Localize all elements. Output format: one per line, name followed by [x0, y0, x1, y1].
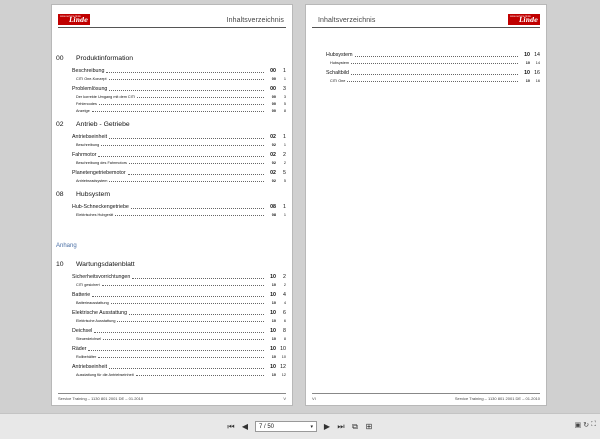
toc-chapter-number: 00 [271, 95, 276, 99]
toc-entry-label: Elektrisches Hubgerät [76, 213, 114, 217]
toc-chapter-number: 00 [271, 102, 276, 106]
footer-text: Service Training – 1130 801 2001 DE – 01.2010 [58, 396, 144, 401]
dot-leader [106, 72, 264, 73]
section-number: 10 [56, 260, 64, 268]
page-indicator: 7 / 50 [259, 423, 275, 430]
toc-entry-label: Beschreibung des Fahrmotors [76, 161, 127, 165]
toc-page-number: 6 [283, 319, 286, 323]
toc-entry[interactable] [56, 335, 286, 341]
bookmark-icon[interactable]: ⊞ [365, 422, 373, 431]
page-header-title: Inhaltsverzeichnis [318, 17, 376, 24]
toc-chapter-number: 10 [271, 337, 276, 341]
toc-chapter-number: 00 [270, 68, 276, 74]
toc-entry[interactable] [56, 75, 286, 81]
toc-entry[interactable] [56, 168, 286, 176]
toc-page-number: 6 [283, 310, 286, 316]
toc-page-number: 12 [281, 373, 286, 377]
toc-entry-label: CITI gesichert [76, 283, 100, 287]
toc-entry[interactable] [56, 326, 286, 334]
toc-entry[interactable] [56, 371, 286, 377]
page-footer [58, 393, 286, 402]
toc-page-number: 3 [283, 86, 286, 92]
toc-chapter-number: 02 [271, 143, 276, 147]
toc-entry[interactable] [56, 290, 286, 298]
toc-page-number: 5 [283, 179, 286, 183]
rotate-icon[interactable]: ↻ [583, 422, 590, 429]
toc-entry-label: Planetengetriebemotor [72, 170, 126, 176]
toc-entry-label: Steuerdeichsel [76, 337, 102, 341]
dot-leader [109, 181, 264, 182]
toc-chapter-number: 02 [271, 179, 276, 183]
viewer-toolbar [0, 413, 600, 439]
toc-entry-label: Batterie [72, 292, 91, 298]
page-header-title: Inhaltsverzeichnis [226, 17, 284, 24]
toc-page-number: 16 [535, 79, 540, 83]
dot-leader [109, 90, 264, 91]
section-title: Hubsystem [76, 190, 110, 198]
page-number: VI [312, 396, 316, 401]
dot-leader [99, 104, 264, 105]
toc-entry-label: Räder [72, 346, 87, 352]
appendix-label: Anhang [56, 243, 77, 249]
dot-leader [355, 56, 519, 57]
toc-page-number: 10 [280, 346, 286, 352]
toc-page-number: 1 [283, 143, 286, 147]
toc-entry[interactable] [310, 77, 540, 83]
toc-page-number: 10 [281, 355, 286, 359]
dot-leader [94, 332, 264, 333]
toc-entry[interactable] [56, 317, 286, 323]
toc-entry-label: Problemlösung [72, 86, 108, 92]
toc-entry[interactable] [56, 308, 286, 316]
dot-leader [129, 314, 264, 315]
toc-entry[interactable] [56, 281, 286, 287]
page-number: V [283, 396, 286, 401]
toc-entry[interactable] [56, 93, 286, 99]
toc-entry[interactable] [56, 66, 286, 74]
toc-chapter-number: 10 [271, 301, 276, 305]
toc-page-number: 5 [283, 102, 286, 106]
logo-brand: Linde [69, 17, 88, 24]
dot-leader [351, 63, 518, 64]
two-page-view-icon[interactable]: ⧉ [352, 421, 358, 431]
toc-entry-label: Rollbehälter [76, 355, 97, 359]
section-number: 00 [56, 54, 64, 62]
dot-leader [128, 174, 264, 175]
dot-leader [136, 375, 264, 376]
dot-leader [351, 74, 518, 75]
dot-leader [101, 145, 264, 146]
dot-leader [88, 350, 264, 351]
toc-page-number: 2 [283, 283, 286, 287]
toc-page-number: 1 [283, 213, 286, 217]
dot-leader [109, 368, 264, 369]
logo-brand: Linde [519, 17, 538, 24]
footer-text: Service Training – 1130 801 2001 DE – 01.2010 [454, 396, 540, 401]
toc-page-number: 1 [283, 77, 286, 81]
toc-entry-label: Hubsystem [326, 52, 353, 58]
toc-section-heading[interactable] [56, 53, 286, 63]
section-title: Wartungsdatenblatt [76, 260, 135, 268]
dot-leader [111, 303, 264, 304]
toc-page-number: 3 [283, 95, 286, 99]
toc-entry[interactable] [56, 107, 286, 113]
toc-entry-label: Beschreibung [76, 143, 100, 147]
toc-page-number: 2 [283, 152, 286, 158]
toc-entry[interactable] [56, 132, 286, 140]
dot-leader [129, 163, 264, 164]
toc-entry-label: Antriebsradsystem [76, 179, 108, 183]
dot-leader [92, 296, 264, 297]
document-page-left [51, 4, 293, 406]
toc-entry-label: Der korrekte Umgang mit dem CITI [76, 95, 136, 99]
toc-page-number: 12 [280, 364, 286, 370]
logo-tagline: www.service-linde [60, 15, 81, 18]
toc-chapter-number: 10 [524, 70, 530, 76]
toc-chapter-number: 10 [270, 328, 276, 334]
toc-entry-label: Sicherheitsvorrichtungen [72, 274, 131, 280]
dot-leader [109, 79, 264, 80]
toc-entry-label: CITI One [330, 79, 346, 83]
toc-chapter-number: 10 [270, 364, 276, 370]
toc-page-number: 8 [283, 109, 286, 113]
fullscreen-icon[interactable]: ⛶ [591, 421, 596, 428]
toc-entry-label: Deichsel [72, 328, 93, 334]
toc-entry[interactable] [56, 150, 286, 158]
toc-chapter-number: 10 [271, 283, 276, 287]
toc-chapter-number: 10 [525, 61, 530, 65]
toc-chapter-number: 02 [271, 161, 276, 165]
toc-chapter-number: 00 [271, 109, 276, 113]
toc-entry[interactable] [56, 84, 286, 92]
table-of-contents [56, 47, 286, 377]
dot-leader [137, 97, 264, 98]
toc-page-number: 2 [283, 274, 286, 280]
toc-section-heading[interactable] [56, 259, 286, 269]
toc-entry[interactable] [56, 202, 286, 210]
toc-page-number: 14 [535, 61, 540, 65]
toc-chapter-number: 02 [270, 170, 276, 176]
toc-entry-label: Elektrische Ausstattung [76, 319, 116, 323]
toc-chapter-number: 10 [271, 319, 276, 323]
toc-entry[interactable] [310, 68, 540, 76]
dot-leader [92, 111, 264, 112]
toc-page-number: 16 [534, 70, 540, 76]
section-title: Produktinformation [76, 54, 134, 62]
toc-chapter-number: 10 [270, 310, 276, 316]
toc-entry-label: Hubsystem [330, 61, 349, 65]
toc-entry[interactable] [56, 177, 286, 183]
page-selector[interactable] [255, 421, 317, 432]
toc-page-number: 8 [283, 337, 286, 341]
toc-entry-label: Elektrische Ausstattung [72, 310, 128, 316]
page-footer [312, 393, 540, 402]
dot-leader [115, 215, 264, 216]
toc-chapter-number: 08 [271, 213, 276, 217]
toc-entry[interactable] [56, 141, 286, 147]
toc-entry[interactable] [56, 344, 286, 352]
last-page-icon[interactable]: ⏭ [337, 421, 345, 431]
section-title: Antrieb - Getriebe [76, 120, 130, 128]
toc-entry[interactable] [310, 59, 540, 65]
toc-page-number: 5 [283, 170, 286, 176]
toc-page-number: 1 [283, 68, 286, 74]
toc-entry[interactable] [56, 299, 286, 305]
toc-chapter-number: 02 [270, 152, 276, 158]
toc-entry-label: Antriebseinheit [72, 364, 108, 370]
toc-page-number: 2 [283, 161, 286, 165]
dot-leader [98, 357, 264, 358]
dot-leader [98, 156, 264, 157]
header-rule [58, 27, 286, 28]
toc-page-number: 14 [534, 52, 540, 58]
document-page-right [305, 4, 547, 406]
first-page-icon[interactable]: ⏮ [227, 421, 235, 431]
toc-page-number: 8 [283, 328, 286, 334]
toc-entry-label: Schaltbild [326, 70, 349, 76]
logo-tagline: www.service-linde [510, 15, 531, 18]
header-rule [312, 27, 540, 28]
toc-entry-label: Beschreibung [72, 68, 105, 74]
toc-section-heading[interactable] [56, 189, 286, 199]
section-number: 02 [56, 120, 64, 128]
toc-chapter-number: 02 [270, 134, 276, 140]
dot-leader [103, 339, 264, 340]
toc-entry[interactable] [56, 211, 286, 217]
toc-chapter-number: 08 [270, 204, 276, 210]
toc-page-number: 4 [283, 292, 286, 298]
toc-entry-label: Anzeige [76, 109, 90, 113]
toc-entry-label: Fahrmotor [72, 152, 97, 158]
next-page-icon[interactable]: ▶ [323, 422, 331, 431]
toolbar-right-group [575, 421, 596, 429]
toc-entry[interactable] [56, 353, 286, 359]
chevron-down-icon: ▾ [310, 423, 313, 430]
toc-entry-label: Fehlercodes [76, 102, 97, 106]
toc-entry-label: Batterieausstattung [76, 301, 109, 305]
toc-entry-label: Antriebseinheit [72, 134, 108, 140]
toc-entry[interactable] [310, 50, 540, 58]
toc-page-number: 1 [283, 134, 286, 140]
toc-chapter-number: 10 [270, 274, 276, 280]
toc-section-heading[interactable] [56, 119, 286, 129]
toc-chapter-number: 00 [271, 77, 276, 81]
section-number: 08 [56, 190, 64, 198]
dot-leader [117, 321, 264, 322]
toc-entry[interactable] [56, 272, 286, 280]
fit-page-icon[interactable]: ▣ [574, 422, 582, 429]
toc-chapter-number: 10 [271, 355, 276, 359]
toc-chapter-number: 10 [271, 373, 276, 377]
table-of-contents [310, 47, 540, 83]
linde-logo [58, 14, 90, 25]
toc-entry[interactable] [56, 100, 286, 106]
dot-leader [131, 208, 264, 209]
toc-entry[interactable] [56, 159, 286, 165]
toc-chapter-number: 10 [525, 79, 530, 83]
dot-leader [109, 138, 264, 139]
dot-leader [347, 81, 518, 82]
toc-entry[interactable] [56, 362, 286, 370]
toc-entry-label: Hub-Schneckengetriebe [72, 204, 129, 210]
toc-page-number: 4 [283, 301, 286, 305]
toc-entry-label: CITI One-Konzept [76, 77, 107, 81]
toc-chapter-number: 10 [270, 346, 276, 352]
toc-chapter-number: 10 [270, 292, 276, 298]
toc-chapter-number: 00 [270, 86, 276, 92]
toc-chapter-number: 10 [524, 52, 530, 58]
dot-leader [132, 278, 264, 279]
toc-entry-label: Ausstattung für die Antriebseinheit [76, 373, 134, 377]
linde-logo [508, 14, 540, 25]
toc-page-number: 1 [283, 204, 286, 210]
previous-page-icon[interactable]: ◀ [241, 422, 249, 431]
dot-leader [102, 285, 264, 286]
